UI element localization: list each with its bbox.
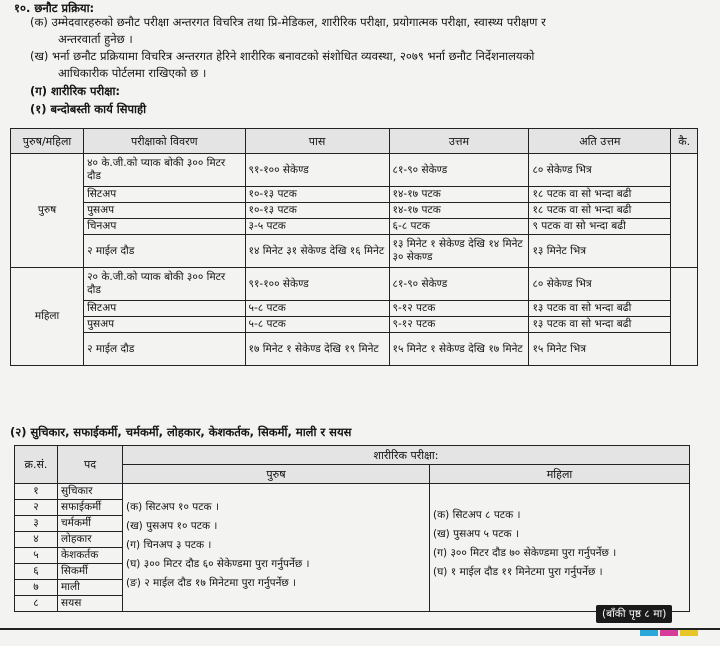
male-req-item: (घ) ३०० मिटर दौड ६० सेकेण्डमा पुरा गर्नुपर्नेछ ।: [126, 558, 310, 570]
cell-excellent: १३ पटक वा सो भन्दा बढी: [529, 301, 671, 317]
cell-post: लोहकार: [58, 532, 123, 548]
print-mark-magenta: [660, 630, 678, 636]
cell-pass: ९१-१०० सेकेण्ड: [245, 154, 389, 187]
cell-remarks: [671, 154, 698, 268]
cell-good: १४-१७ पटक: [389, 187, 529, 203]
cell-good: ९-१२ पटक: [389, 301, 529, 317]
cell-number: ५: [15, 548, 58, 564]
cell-number: २: [15, 500, 58, 516]
col-gender: पुरुष/महिला: [11, 129, 84, 154]
cell-number: ६: [15, 564, 58, 580]
cell-good: ८१-९० सेकेण्ड: [389, 154, 529, 187]
cell-good: १५ मिनेट १ सेकेण्ड देखि १७ मिनेट: [389, 333, 529, 366]
cell-excellent: १३ पटक वा सो भन्दा बढी: [529, 317, 671, 333]
cell-good: ९-१२ पटक: [389, 317, 529, 333]
col-male: पुरुष: [123, 465, 430, 484]
cell-post: सफाईकर्मी: [58, 500, 123, 516]
subheading-2: (२) सुचिकार, सफाईकर्मी, चर्मकर्मी, लोहकार, केशकर्तक, सिकर्मी, माली र सयस: [10, 425, 352, 439]
female-req-item: (घ) १ माईल दौड ११ मिनेटमा पुरा गर्नुपर्नेछ ।: [433, 566, 603, 578]
table-row: [11, 187, 698, 203]
col-good: उत्तम: [389, 129, 529, 154]
cell-post: सिकर्मी: [58, 564, 123, 580]
cell-good: १३ मिनेट १ सेकेण्ड देखि १४ मिनेट ३० सेकण्ड: [389, 235, 529, 268]
table-header-row: [15, 446, 690, 465]
cell-number: ७: [15, 580, 58, 596]
cell-desc: २ माईल दौड: [84, 333, 245, 366]
cell-remarks: [671, 268, 698, 366]
male-req-item: (ग) चिनअप ३ पटक ।: [126, 539, 212, 551]
female-req-item: (क) सिटअप ८ पटक ।: [433, 509, 521, 521]
table-row: [11, 154, 698, 187]
col-post: पद: [58, 446, 123, 484]
cell-post: सयस: [58, 596, 123, 612]
cell-excellent: १८ पटक वा सो भन्दा बढी: [529, 203, 671, 219]
table-row: [15, 484, 690, 500]
print-mark-yellow: [680, 630, 698, 636]
print-mark-cyan: [640, 630, 658, 636]
cell-excellent: ९ पटक वा सो भन्दा बढी: [529, 219, 671, 235]
table-row: [11, 235, 698, 268]
cell-excellent: १५ मिनेट भित्र: [529, 333, 671, 366]
cell-desc: ४० के.जी.को प्याक बोकी ३०० मिटर दौड: [84, 154, 245, 187]
cell-excellent: १८ पटक वा सो भन्दा बढी: [529, 187, 671, 203]
male-req-item: (ङ) २ माईल दौड १७ मिनेटमा पुरा गर्नुपर्नेछ ।: [126, 577, 297, 589]
cell-number: ८: [15, 596, 58, 612]
cell-pass: १०-१३ पटक: [245, 187, 389, 203]
table-row: [11, 333, 698, 366]
cell-pass: ५-८ पटक: [245, 317, 389, 333]
col-excellent: अति उत्तम: [529, 129, 671, 154]
para-a-line2: अन्तरवार्ता हुनेछ ।: [58, 32, 133, 46]
para-b-line2: आधिकारीक पोर्टलमा राखिएको छ ।: [58, 66, 207, 80]
col-pass: पास: [245, 129, 389, 154]
cell-number: ३: [15, 516, 58, 532]
cell-post: चर्मकर्मी: [58, 516, 123, 532]
table-row: [11, 268, 698, 301]
para-b-line1: (ख) भर्ना छनौट प्रक्रियामा विचरित्र अन्तरगत हेरिने शारीरिक बनावटको संशोधित व्यवस्था, २०७९ भर्ना छनौट निर्देशनालयको: [30, 49, 535, 63]
male-req-item: (क) सिटअप १० पटक ।: [126, 501, 219, 513]
cell-pass: १७ मिनेट १ सेकेण्ड देखि १९ मिनेट: [245, 333, 389, 366]
female-req-item: (ग) ३०० मिटर दौड ७० सेकेण्डमा पुरा गर्नुपर्नेछ ।: [433, 547, 617, 559]
cell-post: माली: [58, 580, 123, 596]
subheading-1: (१) बन्दोबस्ती कार्य सिपाही: [30, 102, 147, 116]
para-g: (ग) शारीरिक परीक्षा:: [30, 84, 121, 98]
col-remarks: कै.: [671, 129, 698, 154]
cell-post: केशकर्तक: [58, 548, 123, 564]
male-requirements: [123, 484, 430, 612]
section-heading: १०. छनौट प्रक्रिया:: [14, 1, 95, 15]
cell-post: सुचिकार: [58, 484, 123, 500]
table-row: [11, 203, 698, 219]
cell-good: १४-१७ पटक: [389, 203, 529, 219]
cell-desc: सिटअप: [84, 187, 245, 203]
physical-test-table-1: [10, 128, 698, 366]
table-row: [11, 301, 698, 317]
cell-excellent: ८० सेकेण्ड भित्र: [529, 268, 671, 301]
col-physical-test: शारीरिक परीक्षा:: [123, 446, 690, 465]
cell-pass: १०-१३ पटक: [245, 203, 389, 219]
cell-pass: ९१-१०० सेकेण्ड: [245, 268, 389, 301]
cell-excellent: १३ मिनेट भित्र: [529, 235, 671, 268]
cell-desc: पुसअप: [84, 317, 245, 333]
cell-desc: चिनअप: [84, 219, 245, 235]
table-row: [11, 317, 698, 333]
table-row: [11, 219, 698, 235]
female-req-item: (ख) पुसअप ५ पटक ।: [433, 528, 519, 540]
col-description: परीक्षाको विवरण: [84, 129, 245, 154]
cell-good: ८१-९० सेकेण्ड: [389, 268, 529, 301]
female-requirements: [430, 484, 690, 612]
bottom-rule: [0, 628, 720, 638]
col-female: महिला: [430, 465, 690, 484]
gender-male: पुरुष: [11, 154, 84, 268]
cell-desc: २ माईल दौड: [84, 235, 245, 268]
cell-excellent: ८० सेकेण्ड भित्र: [529, 154, 671, 187]
cell-pass: ५-८ पटक: [245, 301, 389, 317]
physical-test-table-2: [14, 445, 690, 612]
cell-desc: २० के.जी.को प्याक बोकी ३०० मिटर दौड: [84, 268, 245, 301]
cell-pass: १४ मिनेट ३१ सेकेण्ड देखि १६ मिनेट: [245, 235, 389, 268]
cell-desc: पुसअप: [84, 203, 245, 219]
gender-female: महिला: [11, 268, 84, 366]
para-a-line1: (क) उम्मेदवारहरुको छनौट परीक्षा अन्तरगत विचरित्र तथा प्रि-मेडिकल, शारीरिक परीक्षा, प्रयोगात्मक परीक्षा, स्वास्थ्य परीक्षण र: [30, 15, 546, 29]
male-req-item: (ख) पुसअप १० पटक ।: [126, 520, 218, 532]
col-number: क्र.सं.: [15, 446, 58, 484]
cell-number: १: [15, 484, 58, 500]
cell-desc: सिटअप: [84, 301, 245, 317]
cell-good: ६-८ पटक: [389, 219, 529, 235]
continued-page-note: (बाँकी पृष्ठ ८ मा): [596, 605, 672, 623]
cell-number: ४: [15, 532, 58, 548]
table-header-row: [11, 129, 698, 154]
cell-pass: ३-५ पटक: [245, 219, 389, 235]
